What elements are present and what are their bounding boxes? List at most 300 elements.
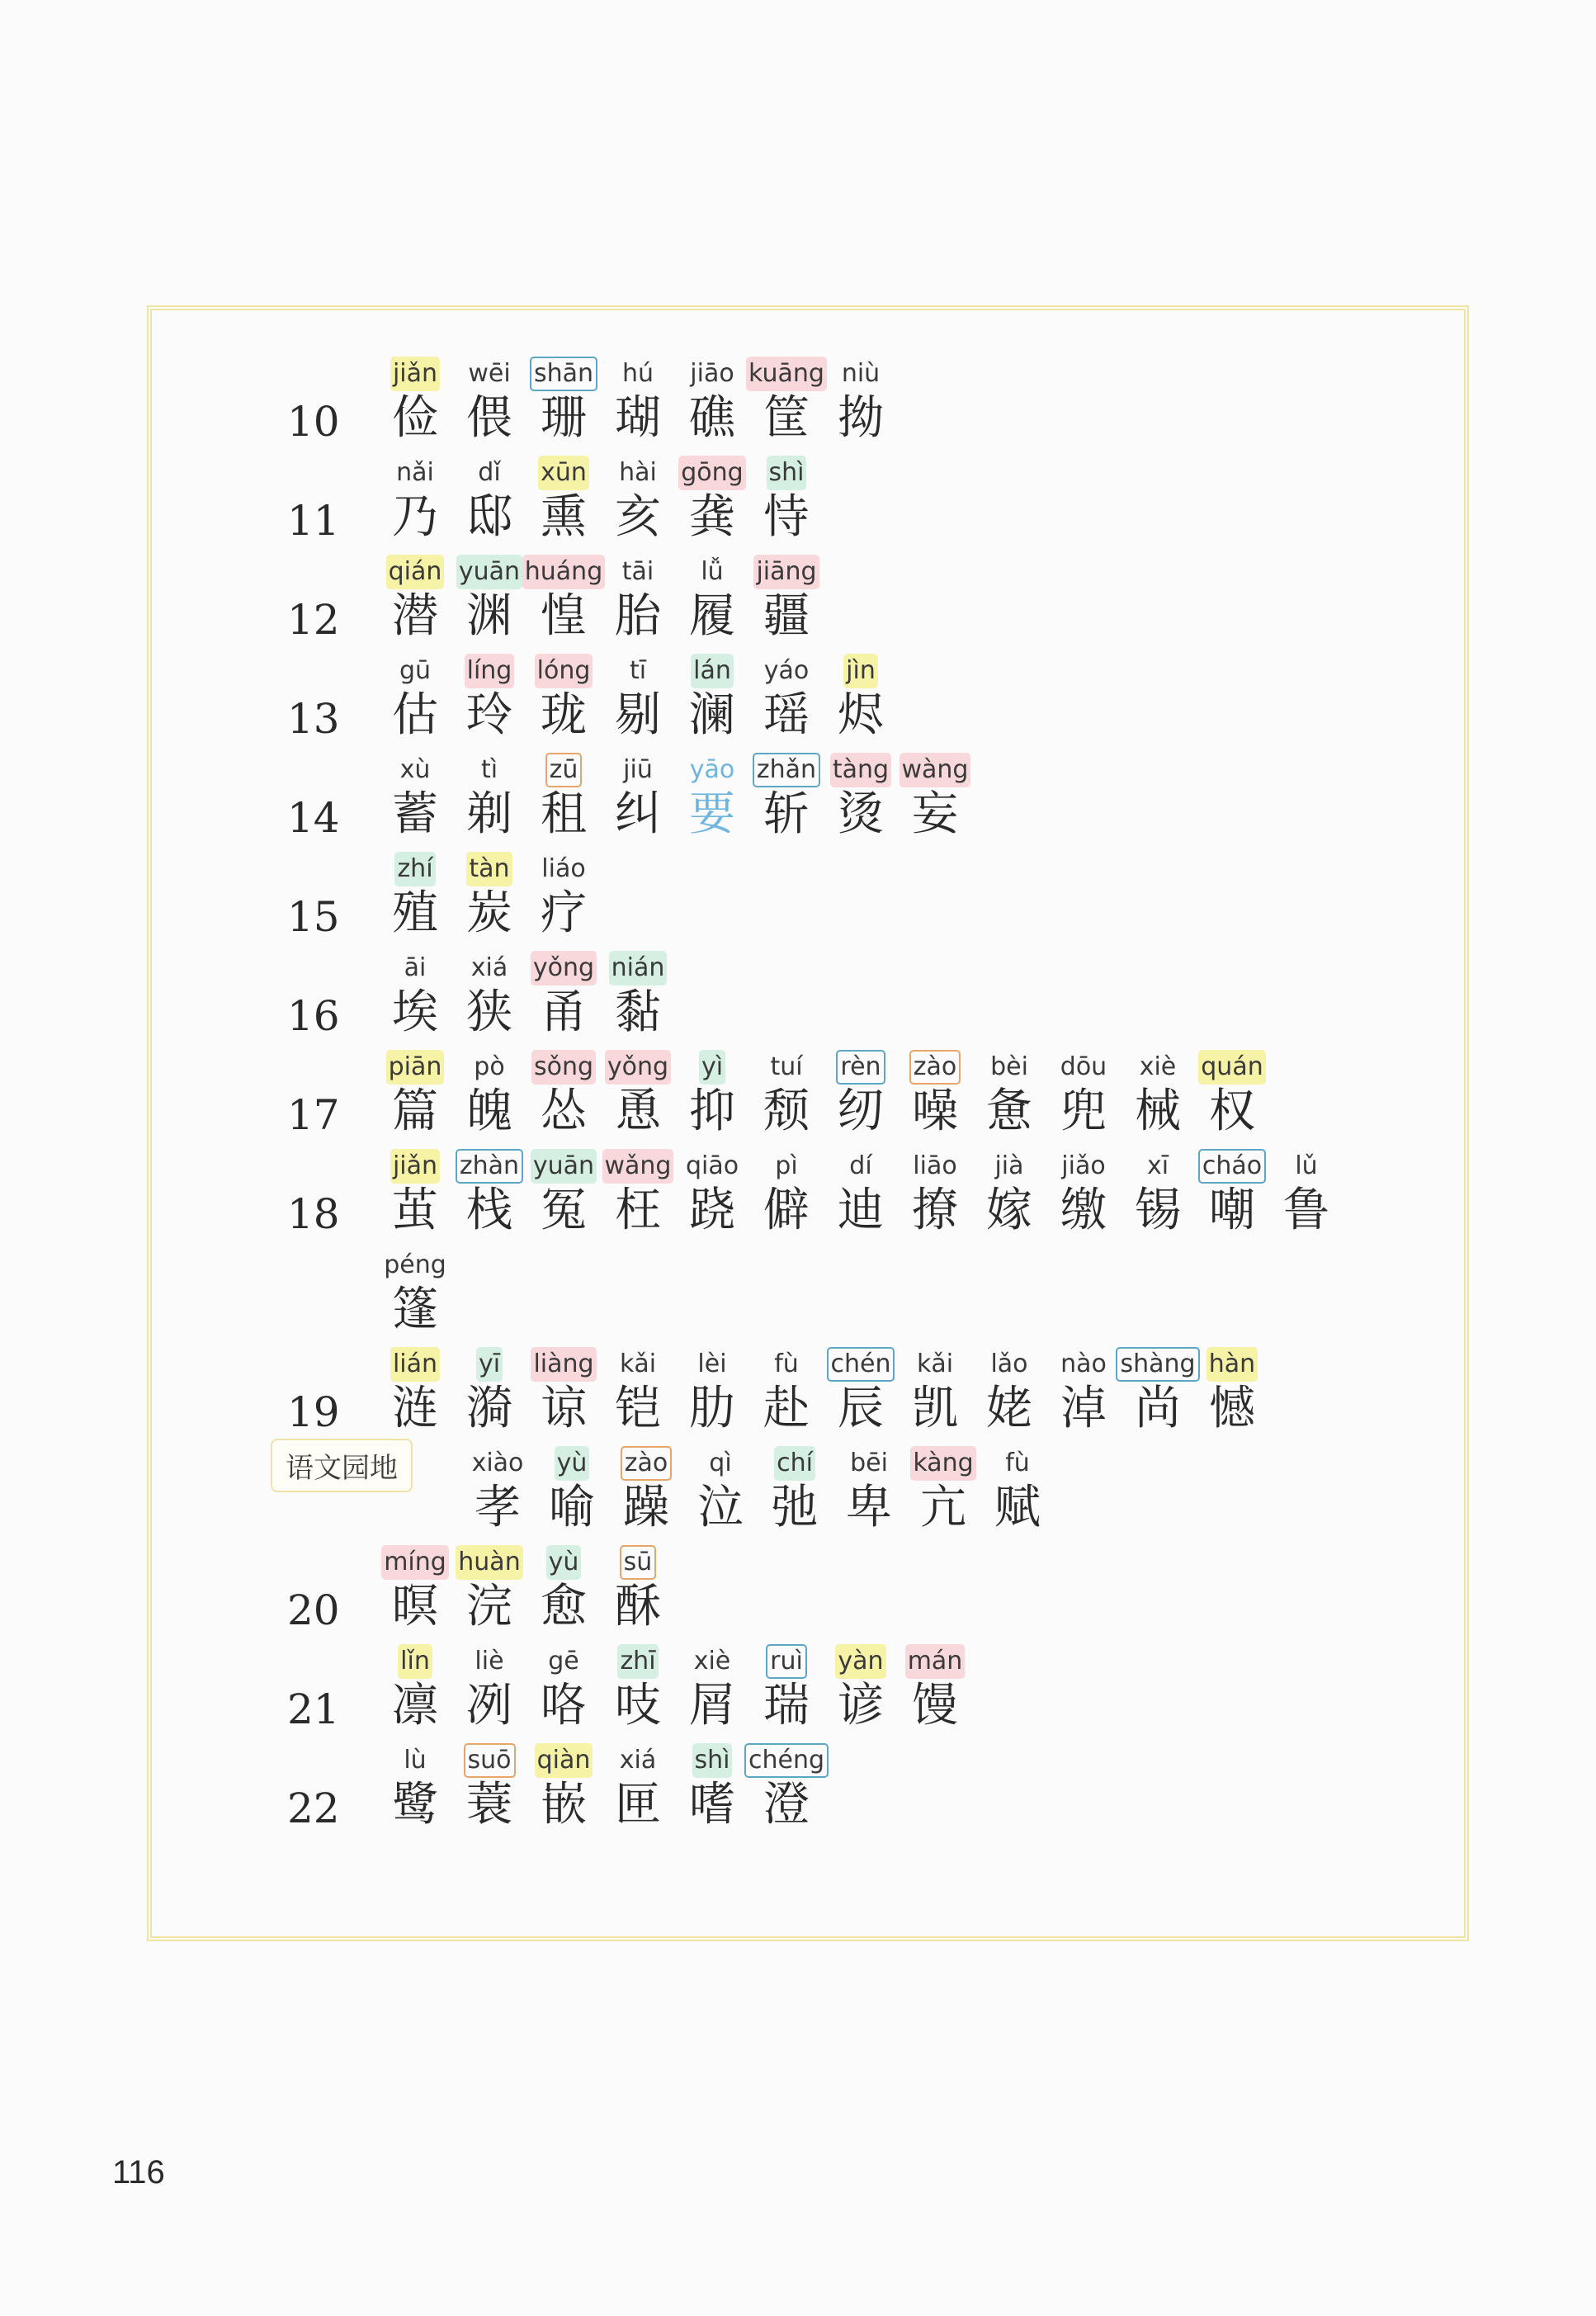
char-entry [898, 1644, 972, 1733]
pinyin: wēi [468, 359, 511, 388]
char-entry [601, 1644, 675, 1733]
lesson-number: 18 [287, 1190, 340, 1238]
hanzi: 礁 [689, 391, 735, 445]
hanzi: 冤 [541, 1184, 587, 1237]
char-entry [675, 1149, 749, 1238]
hanzi: 殖 [392, 886, 438, 940]
char-entry [675, 1347, 749, 1436]
hanzi: 迪 [838, 1184, 884, 1237]
pinyin: zhī [617, 1644, 658, 1679]
char-entry [824, 1050, 898, 1139]
pinyin: shàng [1116, 1347, 1199, 1382]
char-entry [452, 951, 526, 1040]
hanzi: 烬 [838, 688, 884, 742]
hanzi: 馒 [912, 1679, 958, 1732]
char-entry [452, 1743, 526, 1832]
pinyin: yù [555, 1446, 590, 1481]
hanzi: 珑 [541, 688, 587, 742]
char-entry [972, 1347, 1046, 1436]
pinyin: yì [699, 1050, 725, 1085]
hanzi: 姥 [986, 1382, 1032, 1435]
char-entry [609, 1446, 683, 1535]
hanzi: 亥 [615, 490, 661, 544]
hanzi: 噪 [912, 1085, 958, 1138]
hanzi: 嘲 [1209, 1184, 1255, 1237]
lesson-row-15 [147, 842, 1469, 941]
char-entry [749, 357, 824, 446]
hanzi: 邸 [466, 490, 512, 544]
pinyin: chéng [744, 1743, 829, 1778]
pinyin: qián [386, 555, 445, 589]
hanzi: 炭 [466, 886, 512, 940]
pinyin: mán [905, 1644, 966, 1679]
char-entry [898, 1347, 972, 1436]
garden-label: 语文园地 [271, 1439, 413, 1492]
char-entry [378, 1347, 452, 1436]
char-entry [601, 654, 675, 743]
pinyin: lèi [697, 1349, 727, 1378]
hanzi: 谚 [838, 1679, 884, 1732]
hanzi: 珊 [541, 391, 587, 445]
char-entry [452, 456, 526, 545]
lesson-row-17 [147, 1040, 1469, 1139]
hanzi: 跷 [689, 1184, 735, 1237]
hanzi: 冽 [466, 1679, 512, 1732]
hanzi: 匣 [615, 1778, 661, 1832]
hanzi: 玲 [466, 688, 512, 742]
pinyin: shì [692, 1743, 733, 1778]
hanzi: 狭 [466, 985, 512, 1039]
hanzi: 纫 [838, 1085, 884, 1138]
pinyin: pò [474, 1052, 505, 1081]
pinyin: lǎo [990, 1349, 1028, 1378]
char-entry [526, 1743, 601, 1832]
lesson-row-16 [147, 941, 1469, 1040]
pinyin: liáo [541, 854, 586, 883]
char-entry [832, 1446, 906, 1535]
hanzi: 抑 [689, 1085, 735, 1138]
char-entry [526, 753, 601, 842]
char-entry [824, 357, 898, 446]
hanzi: 烫 [838, 787, 884, 841]
char-entry [1046, 1347, 1121, 1436]
pinyin: wǎng [602, 1149, 674, 1184]
pinyin: liāo [913, 1151, 957, 1180]
pinyin: dǐ [478, 458, 501, 487]
char-entry [1195, 1050, 1269, 1139]
pinyin: kǎi [619, 1349, 657, 1378]
hanzi: 蓄 [392, 787, 438, 841]
char-entry [675, 753, 749, 842]
char-entry [675, 357, 749, 446]
hanzi: 僻 [763, 1184, 810, 1237]
char-entry [526, 1149, 601, 1238]
hanzi: 瑶 [763, 688, 810, 742]
pinyin: huáng [522, 555, 605, 589]
pinyin: xiá [470, 953, 508, 982]
pinyin: sū [620, 1545, 657, 1580]
pinyin: jìn [843, 654, 878, 688]
hanzi: 躁 [623, 1481, 669, 1534]
pinyin: kuāng [746, 357, 827, 391]
pinyin: qiāo [685, 1151, 739, 1180]
hanzi: 租 [541, 787, 587, 841]
hanzi: 潜 [392, 589, 438, 643]
hanzi: 乃 [392, 490, 438, 544]
pinyin: lǚ [701, 557, 724, 586]
pinyin: líng [465, 654, 515, 688]
hanzi: 胎 [615, 589, 661, 643]
char-entry [378, 852, 452, 941]
char-entry [601, 1545, 675, 1634]
hanzi: 澄 [763, 1778, 810, 1832]
hanzi: 凛 [392, 1679, 438, 1732]
hanzi: 权 [1209, 1085, 1255, 1138]
pinyin: yāo [689, 755, 735, 784]
pinyin: xī [1146, 1151, 1169, 1180]
garden-row [147, 1436, 1469, 1535]
pinyin: gē [548, 1647, 579, 1676]
hanzi: 嗜 [689, 1778, 735, 1832]
pinyin: gū [399, 656, 432, 685]
char-entry [898, 1149, 972, 1238]
lesson-row-21 [147, 1634, 1469, 1733]
char-entry [824, 1347, 898, 1436]
hanzi: 蓑 [466, 1778, 512, 1832]
hanzi: 龚 [689, 490, 735, 544]
hanzi: 怂 [541, 1085, 587, 1138]
pinyin: jiǎn [390, 357, 440, 391]
hanzi: 赋 [994, 1481, 1041, 1534]
hanzi: 凯 [912, 1382, 958, 1435]
char-entry [675, 555, 749, 644]
char-entry [675, 1050, 749, 1139]
hanzi: 泣 [697, 1481, 744, 1534]
char-entry [675, 1743, 749, 1832]
hanzi: 嫁 [986, 1184, 1032, 1237]
char-entry [906, 1446, 980, 1535]
pinyin: chí [774, 1446, 815, 1481]
pinyin: lián [390, 1347, 440, 1382]
char-entry [1121, 1347, 1195, 1436]
char-entry [824, 1644, 898, 1733]
hanzi: 械 [1135, 1085, 1181, 1138]
char-entry [378, 1248, 452, 1337]
lesson-row-continued [147, 1238, 1469, 1337]
char-entry [1195, 1347, 1269, 1436]
pinyin: dí [849, 1151, 872, 1180]
pinyin: tuí [770, 1052, 803, 1081]
pinyin: bèi [990, 1052, 1028, 1081]
hanzi: 吱 [615, 1679, 661, 1732]
pinyin: zhàn [456, 1149, 523, 1184]
char-entry [675, 654, 749, 743]
pinyin: yǒng [605, 1050, 671, 1085]
hanzi: 篇 [392, 1085, 438, 1138]
pinyin: tàn [466, 852, 512, 886]
garden-cell [147, 1439, 398, 1535]
vocabulary-table [147, 347, 1469, 1832]
pinyin: jiū [623, 755, 653, 784]
char-entry [749, 753, 824, 842]
hanzi: 缴 [1060, 1184, 1107, 1237]
hanzi: 斩 [763, 787, 810, 841]
char-entry [601, 456, 675, 545]
pinyin: bēi [850, 1449, 888, 1477]
pinyin: lán [691, 654, 734, 688]
pinyin: lǔ [1295, 1151, 1318, 1180]
pinyin: zào [909, 1050, 961, 1085]
hanzi: 铠 [615, 1382, 661, 1435]
char-entry [526, 1545, 601, 1634]
pinyin: tāi [621, 557, 654, 586]
hanzi: 茧 [392, 1184, 438, 1237]
hanzi: 酥 [615, 1580, 661, 1633]
pinyin: liàng [531, 1347, 596, 1382]
lesson-row-19 [147, 1337, 1469, 1436]
char-entry [683, 1446, 758, 1535]
pinyin: xiè [693, 1647, 731, 1676]
char-entry [1195, 1149, 1269, 1238]
hanzi: 鹭 [392, 1778, 438, 1832]
hanzi: 尚 [1135, 1382, 1181, 1435]
char-entry [972, 1149, 1046, 1238]
char-entry [749, 555, 824, 644]
pinyin: suō [464, 1743, 516, 1778]
lesson-number: 11 [287, 497, 340, 545]
hanzi: 惶 [541, 589, 587, 643]
hanzi: 颓 [763, 1085, 810, 1138]
hanzi: 俭 [392, 391, 438, 445]
lesson-row-22 [147, 1733, 1469, 1832]
pinyin: qì [709, 1449, 732, 1477]
char-entry [758, 1446, 832, 1535]
char-entry [452, 1644, 526, 1733]
hanzi: 屑 [689, 1679, 735, 1732]
char-entry [452, 852, 526, 941]
hanzi: 暝 [392, 1580, 438, 1633]
pinyin: piān [386, 1050, 445, 1085]
pinyin: liè [475, 1647, 504, 1676]
hanzi: 篷 [392, 1283, 438, 1336]
lesson-number: 14 [287, 794, 340, 842]
pinyin: fù [774, 1349, 799, 1378]
hanzi: 惫 [986, 1085, 1032, 1138]
char-entry [526, 456, 601, 545]
hanzi: 魄 [466, 1085, 512, 1138]
char-entry [378, 1743, 452, 1832]
hanzi: 甬 [541, 985, 587, 1039]
lesson-number: 15 [287, 893, 340, 941]
pinyin: tī [629, 656, 647, 685]
pinyin: xiè [1139, 1052, 1177, 1081]
pinyin: yī [476, 1347, 503, 1382]
char-entry [526, 1347, 601, 1436]
char-entry [898, 1050, 972, 1139]
hanzi: 锡 [1135, 1184, 1181, 1237]
char-entry [378, 1050, 452, 1139]
char-entry [898, 753, 972, 842]
pinyin: lù [404, 1746, 427, 1775]
char-entry [378, 456, 452, 545]
char-entry [452, 753, 526, 842]
char-entry [601, 1347, 675, 1436]
pinyin: nián [609, 951, 668, 985]
pinyin: zhí [394, 852, 435, 886]
char-entry [452, 357, 526, 446]
hanzi: 偎 [466, 391, 512, 445]
pinyin: jiǎo [1061, 1151, 1106, 1180]
pinyin: xiá [619, 1746, 657, 1775]
lesson-number: 21 [287, 1685, 340, 1733]
char-entry [601, 1050, 675, 1139]
pinyin: yǒng [531, 951, 597, 985]
hanzi: 疗 [541, 886, 587, 940]
pinyin: yáo [763, 656, 810, 685]
hanzi: 枉 [615, 1184, 661, 1237]
char-entry [675, 1644, 749, 1733]
lesson-number: 22 [287, 1784, 340, 1832]
pinyin: qiàn [535, 1743, 593, 1778]
char-entry [526, 852, 601, 941]
pinyin: jiāo [690, 359, 734, 388]
lesson-number: 10 [287, 398, 340, 446]
char-entry [526, 951, 601, 1040]
hanzi: 肋 [689, 1382, 735, 1435]
char-entry [749, 1149, 824, 1238]
pinyin: yuān [531, 1149, 597, 1184]
pinyin: huàn [456, 1545, 522, 1580]
pinyin: tàng [830, 753, 891, 787]
hanzi: 淖 [1060, 1382, 1107, 1435]
hanzi: 瑞 [763, 1679, 810, 1732]
pinyin: hú [621, 359, 654, 388]
char-entry [749, 1743, 824, 1832]
lesson-number: 20 [287, 1586, 340, 1634]
hanzi: 浣 [466, 1580, 512, 1633]
hanzi: 嵌 [541, 1778, 587, 1832]
char-entry [749, 456, 824, 545]
pinyin: jiǎn [390, 1149, 440, 1184]
pinyin: xiào [471, 1449, 524, 1477]
lesson-row-11 [147, 446, 1469, 545]
pinyin: āi [404, 953, 427, 982]
hanzi: 估 [392, 688, 438, 742]
hanzi: 黏 [615, 985, 661, 1039]
char-entry [749, 1347, 824, 1436]
pinyin: lóng [535, 654, 593, 688]
lesson-row-10 [147, 347, 1469, 446]
hanzi: 拗 [838, 391, 884, 445]
lesson-row-14 [147, 743, 1469, 842]
pinyin: jiāng [753, 555, 819, 589]
char-entry [526, 1644, 601, 1733]
pinyin: zū [545, 753, 583, 787]
pinyin: xù [399, 755, 431, 784]
pinyin: sǒng [531, 1050, 596, 1085]
pinyin: rèn [836, 1050, 885, 1085]
char-entry [452, 1050, 526, 1139]
hanzi: 要 [689, 787, 735, 841]
char-entry [675, 456, 749, 545]
char-entry [378, 753, 452, 842]
char-entry [452, 1347, 526, 1436]
char-entry [378, 1545, 452, 1634]
lesson-number: 12 [287, 596, 340, 644]
pinyin: zhǎn [753, 753, 820, 787]
hanzi: 涟 [392, 1382, 438, 1435]
pinyin: nǎi [396, 458, 434, 487]
pinyin: quán [1198, 1050, 1265, 1085]
pinyin: míng [381, 1545, 449, 1580]
pinyin: shì [767, 456, 807, 490]
pinyin: péng [384, 1250, 446, 1279]
page-number: 116 [112, 2154, 165, 2191]
hanzi: 剃 [466, 787, 512, 841]
pinyin: ruì [766, 1644, 807, 1679]
char-entry [526, 1050, 601, 1139]
pinyin: fù [1005, 1449, 1030, 1477]
char-entry [526, 555, 601, 644]
lesson-number: 17 [287, 1091, 340, 1139]
char-entry [460, 1446, 535, 1535]
char-entry [1046, 1149, 1121, 1238]
char-entry [378, 357, 452, 446]
hanzi: 纠 [615, 787, 661, 841]
lesson-row-13 [147, 644, 1469, 743]
lesson-number [147, 1334, 378, 1337]
hanzi: 谅 [541, 1382, 587, 1435]
hanzi: 熏 [541, 490, 587, 544]
pinyin: gōng [678, 456, 745, 490]
char-entry [749, 654, 824, 743]
lesson-number: 19 [287, 1388, 340, 1436]
pinyin: nào [1060, 1349, 1107, 1378]
pinyin: cháo [1198, 1149, 1266, 1184]
pinyin: pì [775, 1151, 798, 1180]
hanzi: 亢 [920, 1481, 966, 1534]
pinyin: lǐn [398, 1644, 432, 1679]
char-entry [601, 753, 675, 842]
pinyin: wàng [900, 753, 971, 787]
char-entry [601, 555, 675, 644]
hanzi: 瑚 [615, 391, 661, 445]
char-entry [824, 1149, 898, 1238]
char-entry [601, 1149, 675, 1238]
hanzi: 疆 [763, 589, 810, 643]
char-entry [1046, 1050, 1121, 1139]
pinyin: hài [619, 458, 657, 487]
char-entry [378, 654, 452, 743]
pinyin: tì [480, 755, 498, 784]
char-entry [980, 1446, 1055, 1535]
hanzi: 澜 [689, 688, 735, 742]
hanzi: 憾 [1209, 1382, 1255, 1435]
char-entry [749, 1644, 824, 1733]
char-entry [526, 357, 601, 446]
char-entry [601, 1743, 675, 1832]
hanzi: 弛 [772, 1481, 818, 1534]
char-entry [1121, 1050, 1195, 1139]
char-entry [1121, 1149, 1195, 1238]
char-entry [749, 1050, 824, 1139]
pinyin: hàn [1206, 1347, 1258, 1382]
hanzi: 恃 [763, 490, 810, 544]
char-entry [378, 1644, 452, 1733]
char-entry [535, 1446, 609, 1535]
hanzi: 撩 [912, 1184, 958, 1237]
pinyin: yàn [835, 1644, 885, 1679]
